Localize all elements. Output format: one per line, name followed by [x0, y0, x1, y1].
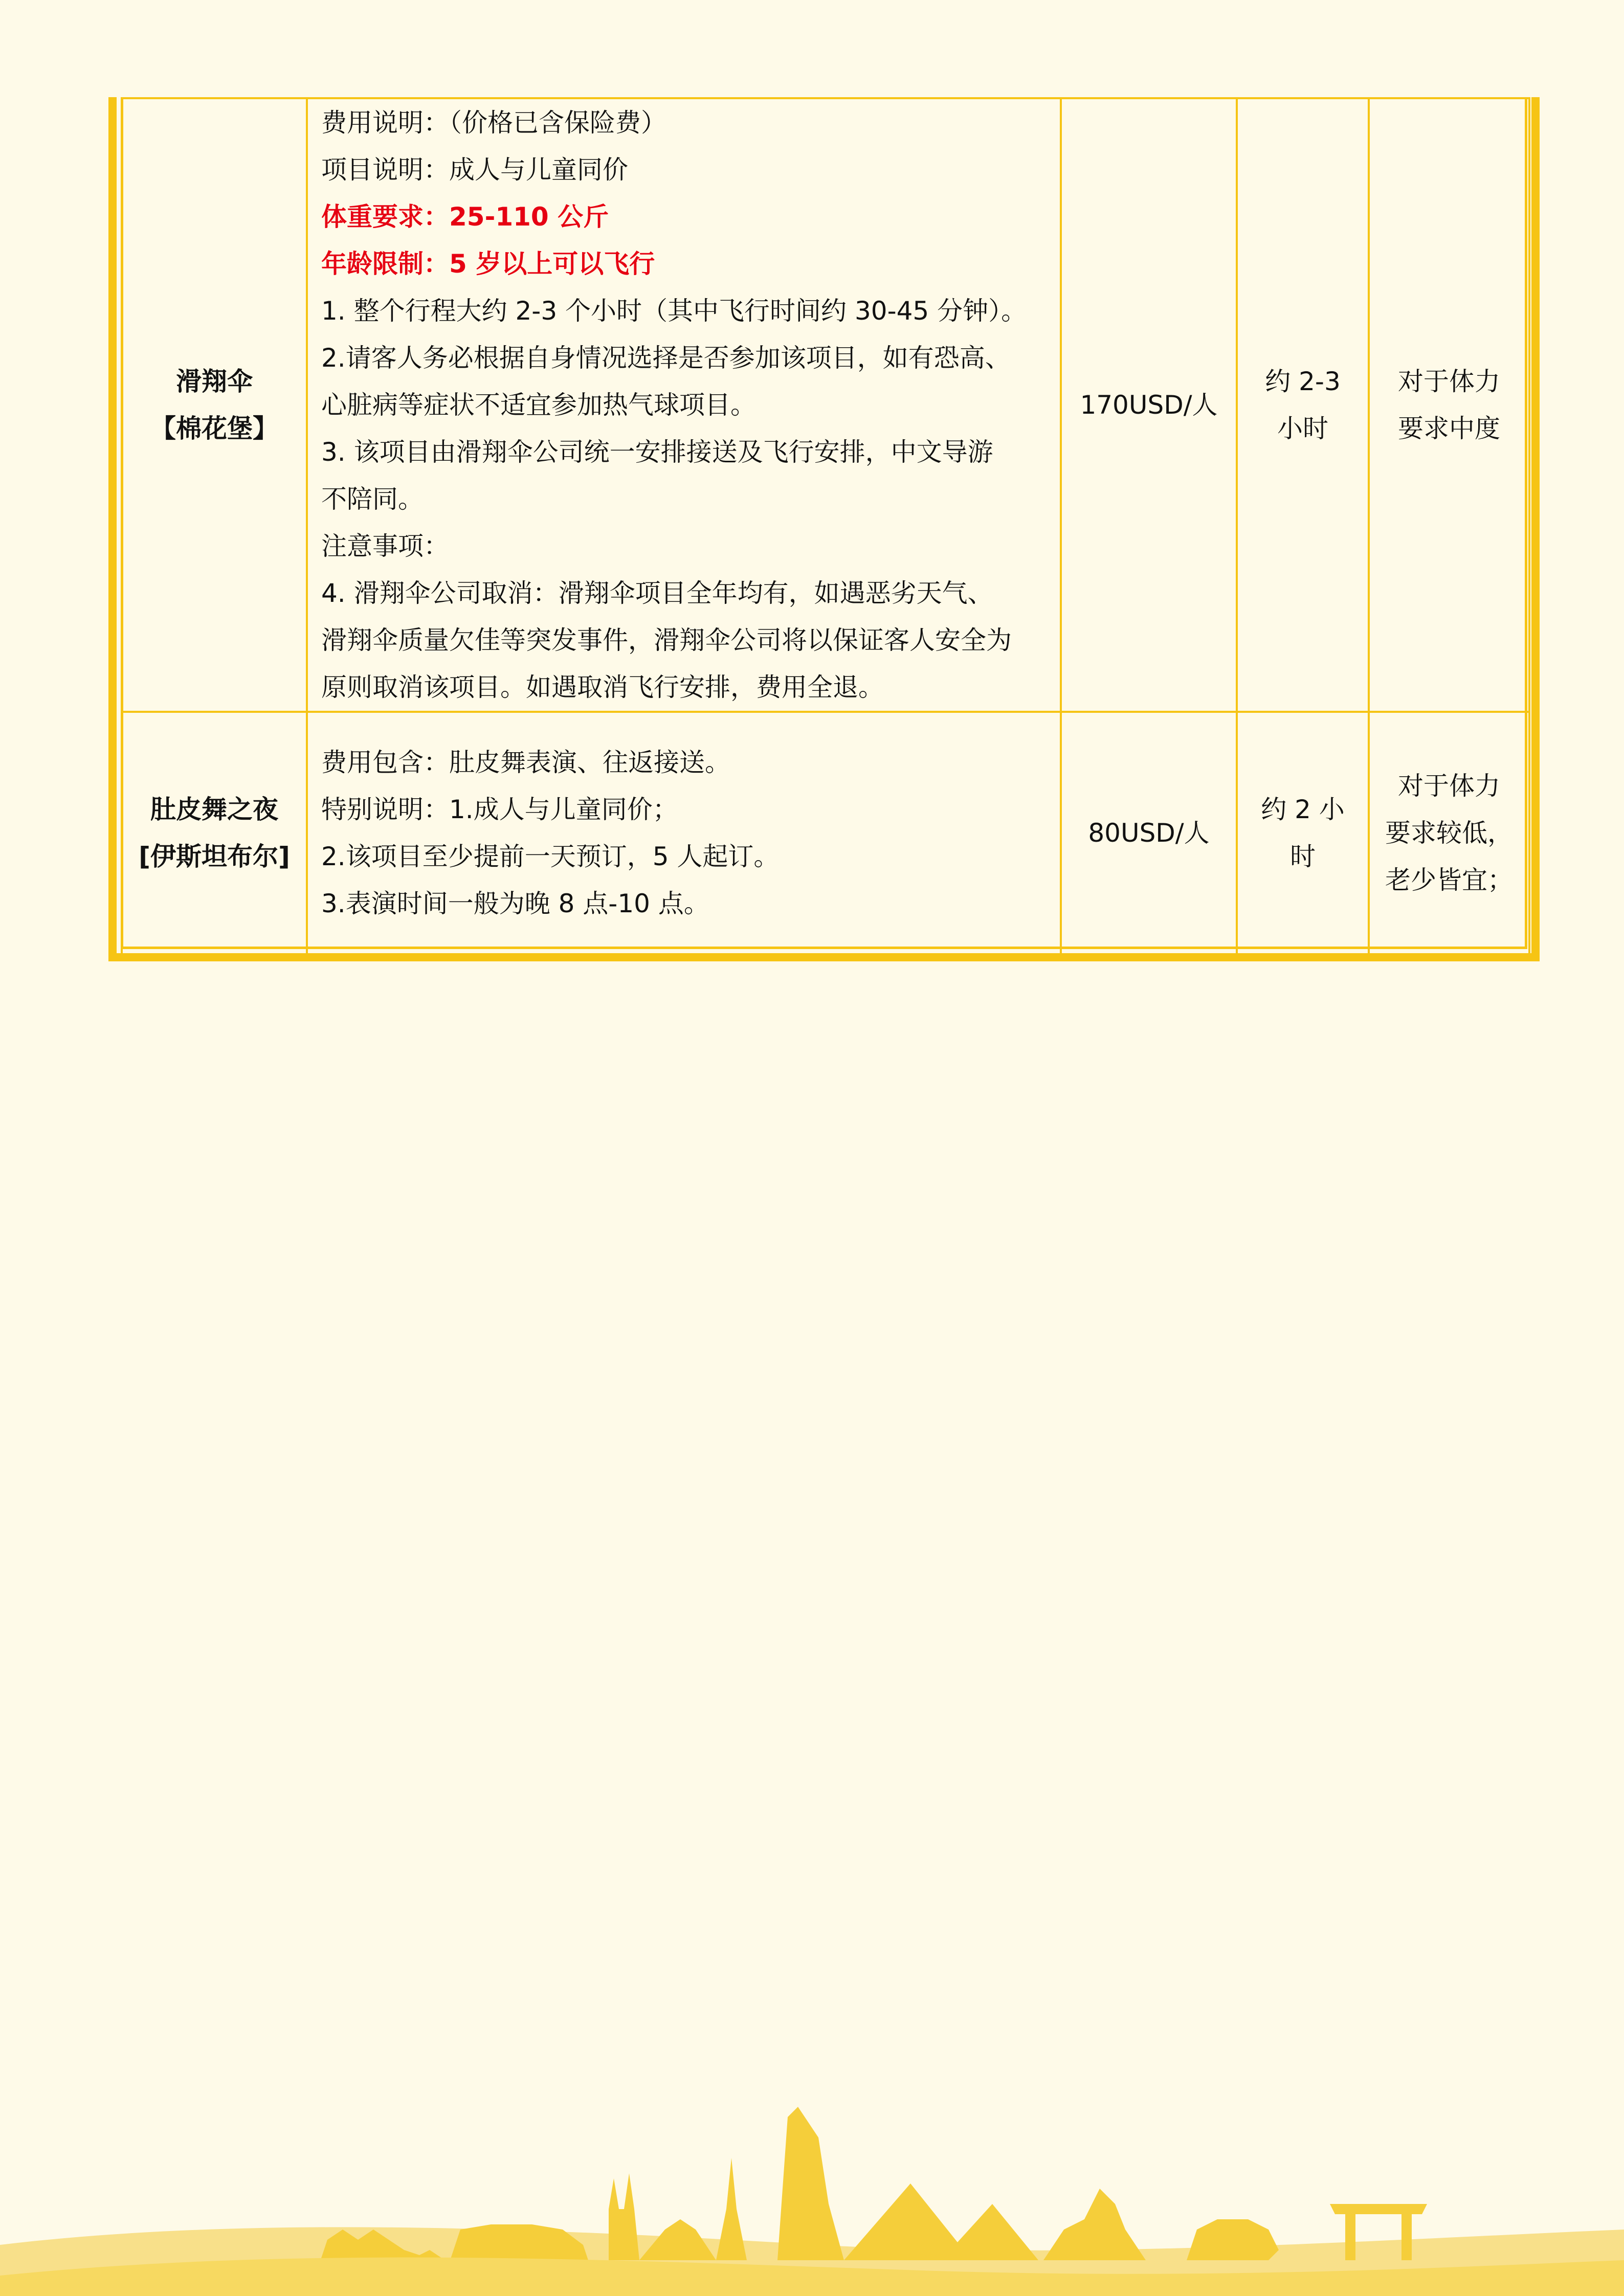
landmark-silhouettes — [317, 2107, 1427, 2270]
activity-name: 肚皮舞之夜 — [150, 795, 278, 824]
fitness-note-cell — [1369, 98, 1529, 712]
table-row — [122, 712, 1529, 954]
fitness-note: 老少皆宜； — [1385, 865, 1513, 895]
duration-cell — [1237, 712, 1369, 954]
desc-line: 原则取消该项目。如遇取消飞行安排，费用全退。 — [321, 672, 884, 702]
fitness-note: 要求较低， — [1385, 818, 1513, 848]
desc-line: 4. 滑翔伞公司取消：滑翔伞项目全年均有，如遇恶劣天气、 — [321, 578, 993, 608]
activities-table — [121, 97, 1530, 955]
desc-line: 费用包含：肚皮舞表演、往返接送。 — [321, 748, 730, 777]
desc-line: 1. 整个行程大约 2-3 个小时（其中飞行时间约 30-45 分钟）。 — [321, 296, 1027, 326]
fitness-note: 对于体力 — [1398, 367, 1500, 396]
duration: 时 — [1290, 842, 1316, 871]
duration: 约 2 小 — [1261, 795, 1345, 824]
desc-line: 2.请客人务必根据自身情况选择是否参加该项目，如有恐高、 — [321, 343, 1011, 373]
duration-cell — [1237, 98, 1369, 712]
activity-name: 滑翔伞 — [176, 367, 253, 396]
activity-location: [伊斯坦布尔] — [139, 842, 290, 871]
desc-line: 2.该项目至少提前一天预订，5 人起订。 — [321, 842, 780, 871]
desc-line: 不陪同。 — [321, 484, 424, 514]
desc-line-highlight: 年龄限制：5 岁以上可以飞行 — [321, 249, 655, 279]
desc-line: 特别说明：1.成人与儿童同价； — [321, 795, 678, 824]
desc-line: 费用说明：（价格已含保险费） — [321, 108, 666, 138]
fitness-note-cell — [1369, 712, 1529, 954]
activity-name-cell — [122, 98, 307, 712]
price: 170USD/人 — [1080, 390, 1218, 420]
table-row — [122, 98, 1529, 712]
desc-line: 心脏病等症状不适宜参加热气球项目。 — [321, 390, 756, 420]
fitness-note: 要求中度 — [1398, 414, 1500, 443]
desc-line: 项目说明：成人与儿童同价 — [321, 155, 628, 185]
price: 80USD/人 — [1088, 818, 1210, 848]
desc-line-highlight: 体重要求：25-110 公斤 — [321, 202, 609, 232]
desc-line: 滑翔伞质量欠佳等突发事件，滑翔伞公司将以保证客人安全为 — [321, 625, 1012, 655]
price-cell — [1061, 98, 1237, 712]
activity-location: 【棉花堡】 — [150, 414, 278, 443]
price-cell — [1061, 712, 1237, 954]
travel-skyline-illustration — [0, 2076, 1624, 2296]
fitness-note: 对于体力 — [1398, 771, 1500, 801]
desc-line: 3.表演时间一般为晚 8 点-10 点。 — [321, 889, 709, 918]
duration: 约 2-3 — [1265, 367, 1341, 396]
activity-name-cell — [122, 712, 307, 954]
activity-description-cell — [307, 712, 1061, 954]
duration: 小时 — [1277, 414, 1328, 443]
activity-description-cell — [307, 98, 1061, 712]
desc-line: 3. 该项目由滑翔伞公司统一安排接送及飞行安排，中文导游 — [321, 437, 993, 467]
desc-line: 注意事项： — [321, 531, 449, 561]
